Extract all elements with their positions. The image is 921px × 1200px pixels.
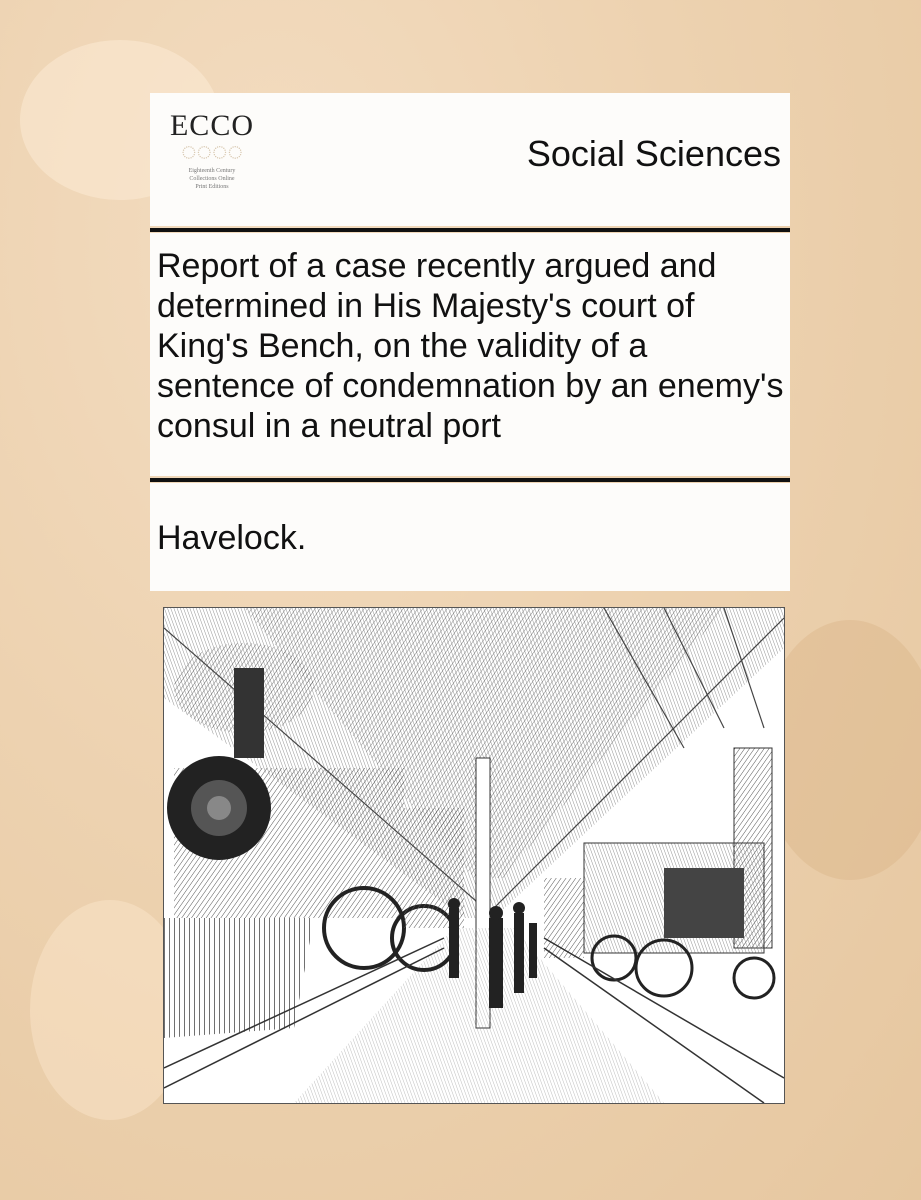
train-station-engraving (163, 607, 785, 1104)
logo-mark: ECCO (169, 109, 254, 142)
logo-fine-print-1: Eighteenth Century (188, 168, 236, 174)
logo-fine-print-2: Collections Online (189, 176, 235, 182)
ecco-logo (160, 105, 264, 215)
book-author: Havelock. (157, 519, 307, 557)
series-label: Social Sciences (526, 133, 781, 174)
divider-rule (150, 228, 790, 232)
engraving-illustration (164, 608, 784, 1103)
logo-mark-shadow: ◌◌◌◌ (181, 137, 243, 166)
logo-fine-print-3: Print Editions (195, 184, 229, 190)
platform-floor (294, 928, 664, 1103)
divider-rule (150, 478, 790, 482)
book-title: Report of a case recently argued and determined in His Majesty's court of King's Bench, on the validity of a sentence of condemnation by an enemy's consul in a neutral port (157, 247, 784, 445)
